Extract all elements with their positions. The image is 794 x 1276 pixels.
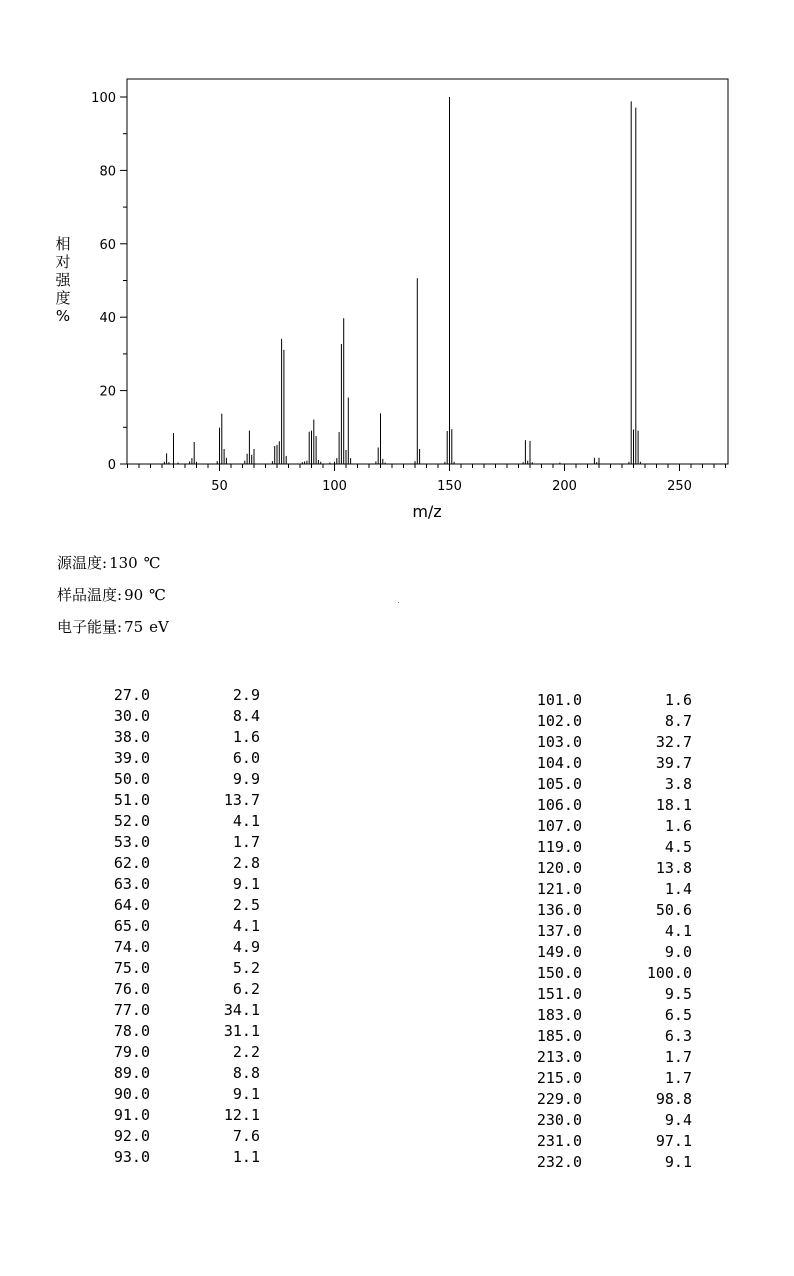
mz-value: 183.0 (536, 1006, 582, 1024)
mz-value: 185.0 (536, 1027, 582, 1045)
intensity-value: 5.2 (232, 959, 260, 977)
mz-value: 74.0 (113, 938, 150, 956)
condition-value: 130 (109, 554, 138, 572)
mz-value: 229.0 (536, 1090, 582, 1108)
condition-unit: eV (149, 618, 169, 636)
mz-value: 76.0 (113, 980, 150, 998)
mz-value: 30.0 (113, 707, 150, 725)
x-tick-label: 200 (552, 479, 577, 494)
intensity-value: 1.4 (664, 880, 692, 898)
intensity-value: 4.9 (232, 938, 260, 956)
mz-value: 91.0 (113, 1106, 150, 1124)
intensity-value: 1.7 (664, 1048, 692, 1066)
intensity-value: 6.3 (664, 1027, 692, 1045)
mz-value: 63.0 (113, 875, 150, 893)
mz-value: 64.0 (113, 896, 150, 914)
y-tick-label: 60 (99, 237, 116, 253)
mz-value: 53.0 (113, 833, 150, 851)
y-tick-label: 40 (99, 311, 116, 327)
mz-value: 137.0 (536, 922, 582, 940)
intensity-value: 8.8 (232, 1064, 260, 1082)
mz-value: 151.0 (536, 985, 582, 1003)
mz-value: 215.0 (536, 1069, 582, 1087)
intensity-value: 9.9 (232, 770, 260, 788)
x-axis (128, 464, 726, 494)
intensity-value: 13.7 (223, 791, 260, 809)
y-tick-label: 80 (99, 164, 116, 180)
condition-label: 源温度: (57, 554, 108, 572)
mz-value: 230.0 (536, 1111, 582, 1129)
intensity-value: 1.6 (664, 817, 692, 835)
intensity-value: 1.7 (232, 833, 260, 851)
y-axis-title (55, 235, 71, 325)
mz-value: 119.0 (536, 838, 582, 856)
intensity-value: 34.1 (223, 1001, 260, 1019)
intensity-value: 4.1 (232, 917, 260, 935)
condition-value: 90 (124, 586, 144, 604)
intensity-value: 100.0 (646, 964, 692, 982)
intensity-value: 9.1 (232, 875, 260, 893)
mz-value: 38.0 (113, 728, 150, 746)
condition-row (57, 616, 169, 637)
mz-value: 79.0 (113, 1043, 150, 1061)
intensity-value: 4.1 (664, 922, 692, 940)
x-tick-label: 100 (322, 479, 347, 494)
x-tick-label: 150 (437, 479, 462, 494)
intensity-value: 6.5 (664, 1006, 692, 1024)
intensity-value: 6.2 (232, 980, 260, 998)
intensity-value: 7.6 (232, 1127, 260, 1145)
mz-value: 103.0 (536, 733, 582, 751)
intensity-value: 1.7 (664, 1069, 692, 1087)
mz-value: 50.0 (113, 770, 150, 788)
intensity-value: 8.4 (232, 707, 260, 725)
mz-value: 232.0 (536, 1153, 582, 1171)
intensity-value: 98.8 (655, 1090, 692, 1108)
intensity-value: 9.5 (664, 985, 692, 1003)
y-tick-label: 20 (99, 384, 116, 400)
peak-bars (164, 97, 640, 464)
stray-dot (398, 602, 399, 603)
mz-value: 149.0 (536, 943, 582, 961)
mz-value: 107.0 (536, 817, 582, 835)
intensity-value: 6.0 (232, 749, 260, 767)
intensity-value: 1.6 (664, 691, 692, 709)
intensity-value: 4.1 (232, 812, 260, 830)
mz-value: 150.0 (536, 964, 582, 982)
intensity-value: 13.8 (655, 859, 692, 877)
mz-value: 51.0 (113, 791, 150, 809)
intensity-value: 9.4 (664, 1111, 692, 1129)
mz-value: 101.0 (536, 691, 582, 709)
mz-value: 90.0 (113, 1085, 150, 1103)
intensity-value: 2.5 (232, 896, 260, 914)
intensity-value: 12.1 (223, 1106, 260, 1124)
mz-value: 136.0 (536, 901, 582, 919)
intensity-value: 97.1 (655, 1132, 692, 1150)
mz-value: 213.0 (536, 1048, 582, 1066)
mz-value: 52.0 (113, 812, 150, 830)
mz-value: 93.0 (113, 1148, 150, 1166)
mz-value: 104.0 (536, 754, 582, 772)
mz-value: 89.0 (113, 1064, 150, 1082)
intensity-value: 2.9 (232, 686, 260, 704)
intensity-value: 3.8 (664, 775, 692, 793)
mz-value: 65.0 (113, 917, 150, 935)
intensity-value: 2.8 (232, 854, 260, 872)
condition-label: 电子能量: (57, 618, 123, 636)
condition-unit: ℃ (143, 554, 161, 572)
x-tick-label: 250 (667, 479, 692, 494)
intensity-value: 9.0 (664, 943, 692, 961)
intensity-value: 32.7 (655, 733, 692, 751)
intensity-value: 4.5 (664, 838, 692, 856)
condition-row (57, 552, 160, 573)
y-axis (91, 91, 127, 473)
x-axis-title: m/z (412, 502, 442, 521)
mass-spectrum-chart (0, 0, 794, 530)
intensity-value: 1.1 (232, 1148, 260, 1166)
condition-row (57, 584, 166, 605)
condition-value: 75 (124, 618, 144, 636)
intensity-value: 31.1 (223, 1022, 260, 1040)
mz-value: 62.0 (113, 854, 150, 872)
mz-value: 27.0 (113, 686, 150, 704)
y-tick-label: 0 (107, 458, 116, 473)
intensity-value: 1.6 (232, 728, 260, 746)
mz-value: 92.0 (113, 1127, 150, 1145)
intensity-value: 39.7 (655, 754, 692, 772)
mz-value: 120.0 (536, 859, 582, 877)
intensity-value: 50.6 (655, 901, 692, 919)
mz-value: 75.0 (113, 959, 150, 977)
intensity-value: 9.1 (664, 1153, 692, 1171)
condition-unit: ℃ (149, 586, 166, 604)
mz-value: 77.0 (113, 1001, 150, 1019)
mz-value: 121.0 (536, 880, 582, 898)
intensity-value: 8.7 (664, 712, 692, 730)
mz-value: 39.0 (113, 749, 150, 767)
y-axis-title-text: 相对强度% (55, 235, 71, 325)
plot-frame (127, 79, 728, 464)
condition-label: 样品温度: (57, 586, 123, 604)
mz-value: 105.0 (536, 775, 582, 793)
mz-value: 231.0 (536, 1132, 582, 1150)
mz-value: 78.0 (113, 1022, 150, 1040)
intensity-value: 2.2 (232, 1043, 260, 1061)
mz-value: 106.0 (536, 796, 582, 814)
intensity-value: 18.1 (655, 796, 692, 814)
y-tick-label: 100 (91, 91, 116, 106)
mz-value: 102.0 (536, 712, 582, 730)
intensity-value: 9.1 (232, 1085, 260, 1103)
x-tick-label: 50 (211, 479, 228, 494)
